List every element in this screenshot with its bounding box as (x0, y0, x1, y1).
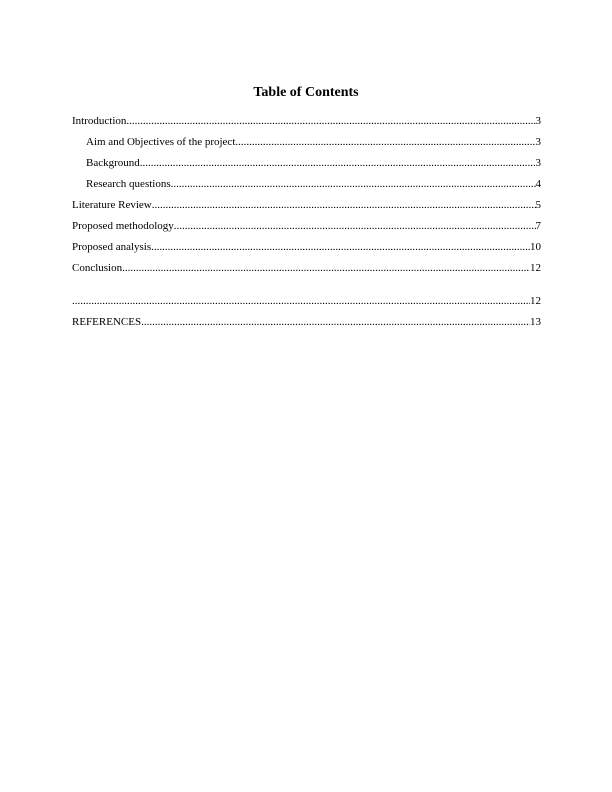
toc-entry-proposed-analysis[interactable] (72, 240, 541, 261)
toc-title: Table of Contents (253, 85, 359, 100)
toc-entry-page: 3 (535, 157, 541, 169)
toc-entry-untitled[interactable] (72, 294, 541, 315)
toc-entry-label: Conclusion (72, 262, 123, 274)
dot-leader (151, 240, 530, 254)
toc-entry-conclusion[interactable] (72, 261, 541, 282)
dot-leader (140, 156, 536, 170)
toc-entry-page: 12 (530, 262, 541, 274)
toc-entry-page: 7 (535, 220, 541, 232)
toc-entry-references[interactable] (72, 315, 541, 336)
toc-entry-page: 4 (535, 178, 541, 190)
toc-entry-background[interactable] (72, 156, 541, 177)
dot-leader (122, 261, 530, 275)
toc-entry-page: 12 (530, 295, 541, 307)
toc-entry-label: Research questions (86, 178, 171, 190)
dot-leader (72, 294, 530, 308)
toc-entry-aim-objectives[interactable] (72, 135, 541, 156)
dot-leader (126, 114, 535, 128)
dot-leader (152, 198, 536, 212)
dot-leader (235, 135, 535, 149)
toc-entry-proposed-methodology[interactable] (72, 219, 541, 240)
toc-entry-label: Aim and Objectives of the project (86, 136, 236, 148)
dot-leader (174, 219, 536, 233)
toc-entry-research-questions[interactable] (72, 177, 541, 198)
dot-leader (141, 315, 530, 329)
toc-entry-page: 3 (535, 115, 541, 127)
toc-entry-page: 10 (530, 241, 541, 253)
toc-entry-label: Introduction (72, 115, 127, 127)
toc-entry-page: 3 (535, 136, 541, 148)
toc-entry-label: Proposed analysis (72, 241, 152, 253)
toc-list (72, 114, 541, 336)
toc-entry-literature-review[interactable] (72, 198, 541, 219)
toc-entry-label: Literature Review (72, 199, 152, 211)
toc-entry-page: 13 (530, 316, 541, 328)
dot-leader (171, 177, 536, 191)
toc-entry-page: 5 (535, 199, 541, 211)
toc-entry-label: Proposed methodology (72, 220, 174, 232)
toc-entry-introduction[interactable] (72, 114, 541, 135)
toc-entry-label: Background (86, 157, 140, 169)
toc-entry-label: REFERENCES (72, 316, 142, 328)
